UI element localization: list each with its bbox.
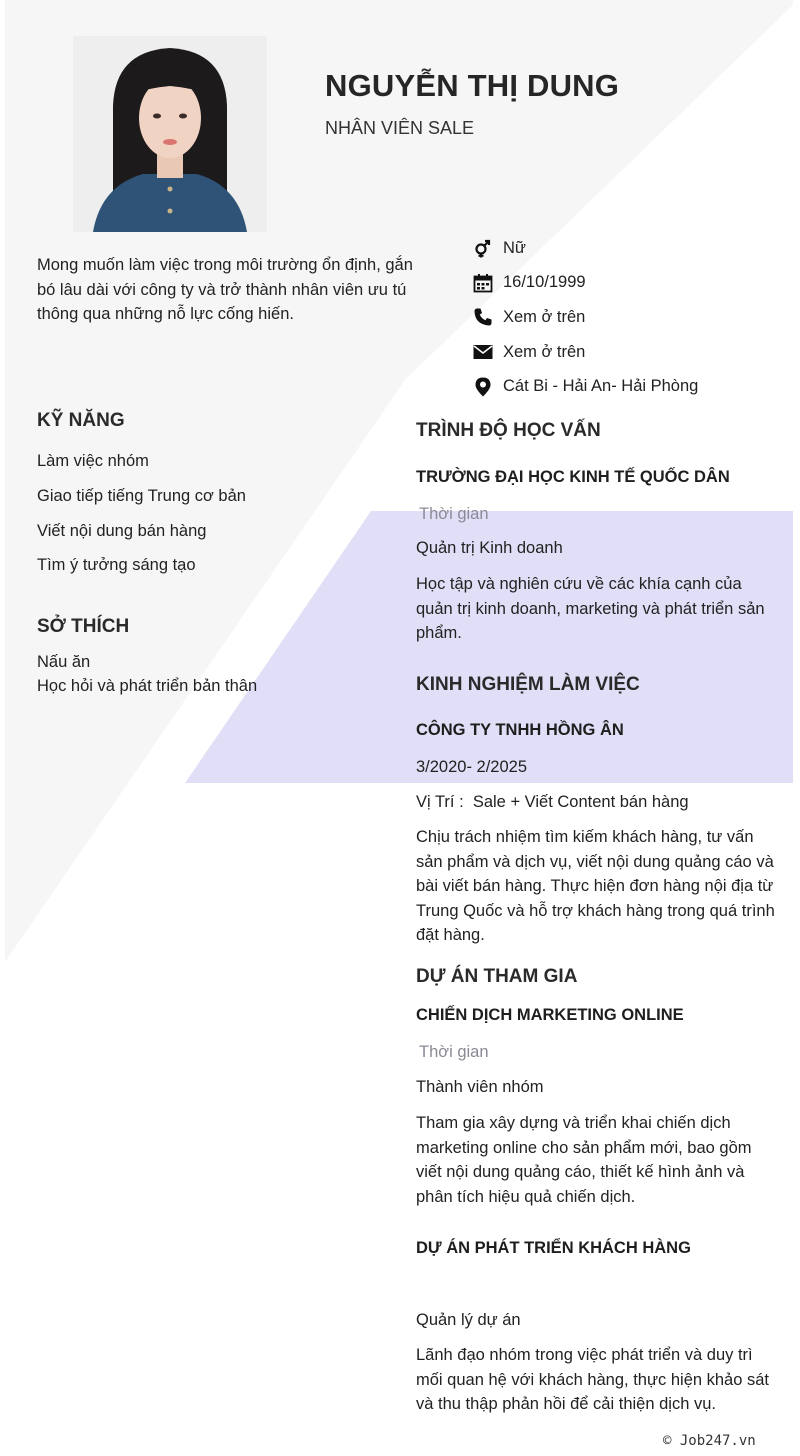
contact-email [472,335,792,370]
education-time: Thời gian [419,505,489,523]
email-value: Xem ở trên [503,342,586,361]
mail-icon [472,342,494,362]
phone-value: Xem ở trên [503,307,586,326]
job-title: NHÂN VIÊN SALE [325,118,475,138]
experience-period: 3/2020- 2/2025 [416,758,528,776]
gender-value: Nữ [503,238,526,257]
project-description: Tham gia xây dựng và triển khai chiến dịch marketing online cho sản phẩm mới, bao gồm viết nội dung quảng cáo, thiết kế hình ảnh và phân tích hiệu quả chiến dịch. [416,1114,752,1206]
contact-phone [472,300,792,335]
project-role: Thành viên nhóm [416,1078,544,1096]
hobbies-heading: SỞ THÍCH [37,616,130,637]
contact-birthday [472,266,792,301]
experience-description: Chịu trách nhiệm tìm kiếm khách hàng, tư vấn sản phẩm và dịch vụ, viết nội dung quảng cáo và bài viết bán hàng. Thực hiện đơn hàng nội địa từ Trung Quốc và hỗ trợ khách hàng trong quá trình đặt hàng. [416,828,775,945]
contact-gender [472,231,792,266]
career-objective: Mong muốn làm việc trong môi trường ổn định, gắn bó lâu dài với công ty và trở thành nhân viên ưu tú thông qua những nỗ lực cống hiến. [37,256,413,323]
project-title: CHIẾN DỊCH MARKETING ONLINE [416,1006,684,1024]
projects-heading: DỰ ÁN THAM GIA [416,966,578,987]
profile-photo [73,36,267,232]
skill-item: Giao tiếp tiếng Trung cơ bản [37,487,246,505]
skill-item: Tìm ý tưởng sáng tạo [37,556,196,574]
skill-item: Viết nội dung bán hàng [37,522,207,540]
project-title: DỰ ÁN PHÁT TRIỂN KHÁCH HÀNG [416,1239,691,1257]
company-name: CÔNG TY TNHH HỒNG ÂN [416,721,624,739]
gender-icon [472,238,494,258]
experience-position: Vị Trí : Sale + Viết Content bán hàng [416,793,689,811]
experience-heading: KINH NGHIỆM LÀM VIỆC [416,674,640,695]
project-description: Lãnh đạo nhóm trong việc phát triển và duy trì mối quan hệ với khách hàng, thực hiện khảo sát và thu thập phản hồi để cải thiện dịch vụ. [416,1346,770,1414]
birthday-value: 16/10/1999 [503,273,586,292]
footer-copyright: © Job247.vn [663,1433,756,1449]
phone-icon [472,307,494,327]
education-heading: TRÌNH ĐỘ HỌC VẤN [416,420,601,441]
hobby-item: Học hỏi và phát triển bản thân [37,677,258,695]
education-major: Quản trị Kinh doanh [416,539,563,557]
contact-info [472,231,792,404]
calendar-icon [472,273,494,293]
contact-address [472,369,792,404]
candidate-name: NGUYỄN THỊ DUNG [325,68,620,103]
school-name: TRƯỜNG ĐẠI HỌC KINH TẾ QUỐC DÂN [416,468,730,486]
address-value: Cát Bi - Hải An- Hải Phòng [503,377,699,396]
hobby-item: Nấu ăn [37,653,91,671]
location-pin-icon [472,377,494,397]
project-time: Thời gian [419,1043,489,1061]
education-description: Học tập và nghiên cứu về các khía cạnh của quản trị kinh doanh, marketing và phát triển sản phẩm. [416,575,765,643]
project-role: Quản lý dự án [416,1311,521,1329]
skill-item: Làm việc nhóm [37,452,149,470]
skills-heading: KỸ NĂNG [37,410,125,431]
